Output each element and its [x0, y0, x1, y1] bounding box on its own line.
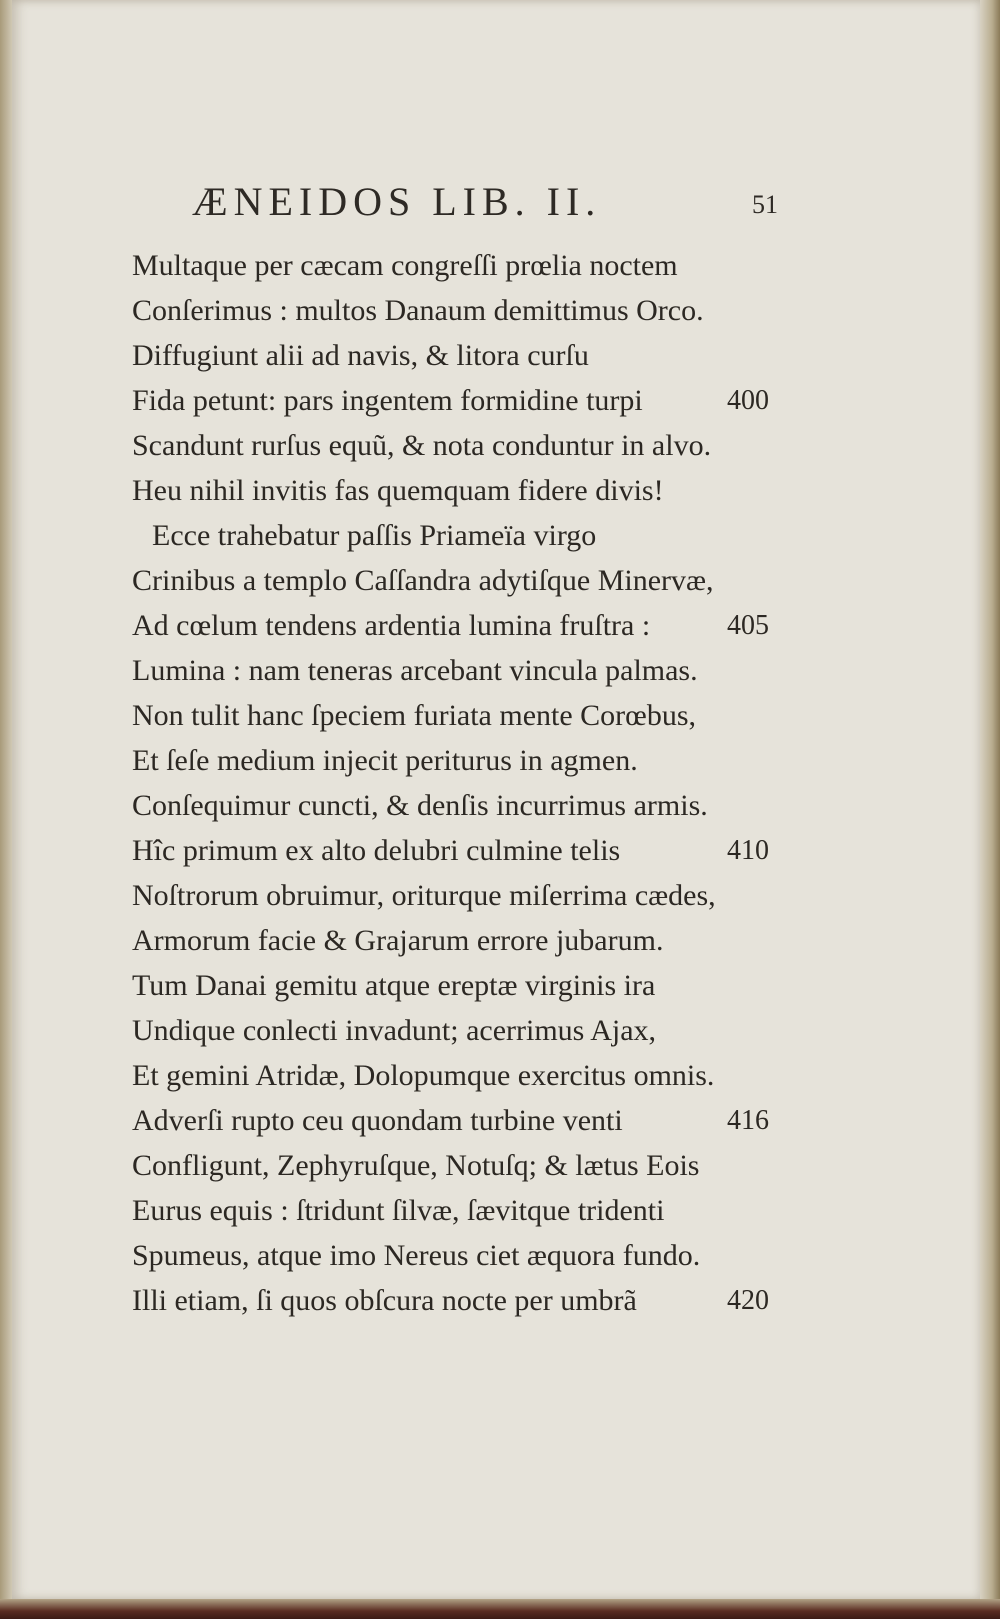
verse-line: [132, 603, 812, 648]
line-number: 405: [727, 610, 769, 641]
verse-text: Fida petunt: pars ingentem formidine turpi: [132, 384, 643, 417]
page-number: 51: [752, 190, 778, 219]
verse-line: [132, 333, 812, 378]
verse-text: Eurus equis : ſtridunt ſilvæ, ſævitque tridenti: [132, 1194, 665, 1227]
verse-line: [132, 378, 812, 423]
verse-text: Confligunt, Zephyruſque, Notuſq; & lætus Eois: [132, 1149, 700, 1182]
verse-text: Adverſi rupto ceu quondam turbine venti: [132, 1104, 623, 1137]
verse-text: Heu nihil invitis fas quemquam fidere divis!: [132, 474, 664, 507]
page-right-edge: [980, 0, 1000, 1619]
verse-text: Ecce trahebatur paſſis Priameïa virgo: [152, 519, 597, 552]
verse-line: [132, 873, 812, 918]
line-number: 416: [727, 1105, 769, 1136]
verse-text: Noſtrorum obruimur, oriturque miſerrima cædes,: [132, 879, 716, 912]
verse-text: Tum Danai gemitu atque ereptæ virginis ira: [132, 969, 656, 1002]
verse-line: [132, 1188, 812, 1233]
verse-line: [132, 468, 812, 513]
verse-text: Ad cœlum tendens ardentia lumina fruſtra :: [132, 609, 651, 642]
verse-text: Non tulit hanc ſpeciem furiata mente Corœbus,: [132, 699, 697, 732]
verse-text: Undique conlecti invadunt; acerrimus Ajax,: [132, 1014, 657, 1047]
verse-text: Crinibus a templo Caſſandra adytiſque Minervæ,: [132, 564, 714, 597]
verse-line: [132, 648, 812, 693]
line-number: 400: [727, 385, 769, 416]
verse-line: [132, 1278, 812, 1323]
verse-line: [132, 423, 812, 468]
line-number: 410: [727, 835, 769, 866]
verse-line: [132, 1008, 812, 1053]
verse-line: [132, 1143, 812, 1188]
verse-text: Lumina : nam teneras arcebant vincula palmas.: [132, 654, 698, 687]
verse-line: [132, 918, 812, 963]
verse-line: [132, 738, 812, 783]
running-title: ÆNEIDOS LIB. II.: [192, 179, 602, 224]
verse-line: [132, 1098, 812, 1143]
verse-text: Multaque per cæcam congreſſi prœlia noctem: [132, 249, 678, 282]
book-page: [12, 0, 982, 1600]
verse-line: [132, 1053, 812, 1098]
verse-line: [132, 243, 812, 288]
verse-text: Illi etiam, ſi quos obſcura nocte per umbrã: [132, 1284, 637, 1317]
verse-line: [132, 513, 812, 558]
verse-list: [132, 243, 812, 1323]
verse-line: [132, 693, 812, 738]
verse-text: Scandunt rurſus equũ, & nota conduntur in alvo.: [132, 429, 712, 462]
verse-text: Diffugiunt alii ad navis, & litora curſu: [132, 339, 589, 372]
verse-line: [132, 783, 812, 828]
verse-text: Hîc primum ex alto delubri culmine telis: [132, 834, 621, 867]
verse-text: Armorum facie & Grajarum errore jubarum.: [132, 924, 664, 957]
verse-text: Spumeus, atque imo Nereus ciet æquora fundo.: [132, 1239, 701, 1272]
verse-text: Conſequimur cuncti, & denſis incurrimus armis.: [132, 789, 708, 822]
verse-line: [132, 963, 812, 1008]
verse-text: Et ſeſe medium injecit periturus in agmen.: [132, 744, 638, 777]
verse-line: [132, 558, 812, 603]
book-cover-edge: [0, 1599, 1000, 1619]
page-header: [192, 178, 792, 228]
verse-line: [132, 288, 812, 333]
line-number: 420: [727, 1285, 769, 1316]
verse-text: Conſerimus : multos Danaum demittimus Orco.: [132, 294, 704, 327]
verse-text: Et gemini Atridæ, Dolopumque exercitus omnis.: [132, 1059, 715, 1092]
verse-line: [132, 1233, 812, 1278]
verse-line: [132, 828, 812, 873]
